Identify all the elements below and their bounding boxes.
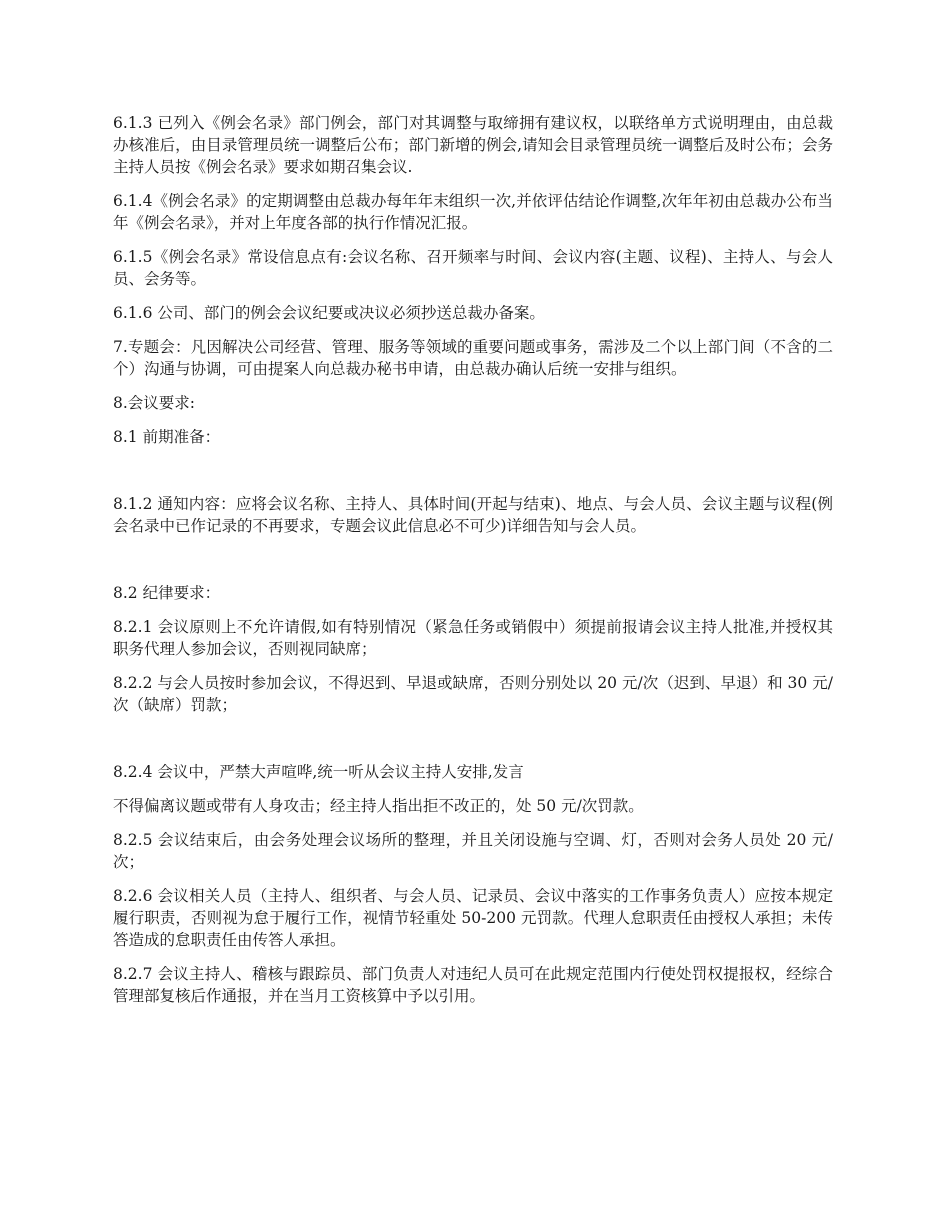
paragraph-6-1-5: 6.1.5《例会名录》常设信息点有:会议名称、召开频率与时间、会议内容(主题、议程)、主持人、与会人员、会务等。 bbox=[113, 248, 833, 288]
paragraph-8-2-4-continued: 不得偏离议题或带有人身攻击；经主持人指出拒不改正的，处 50 元/次罚款。 bbox=[113, 797, 644, 815]
paragraph-6-1-6: 6.1.6 公司、部门的例会会议纪要或决议必须抄送总裁办备案。 bbox=[113, 304, 545, 322]
heading-8: 8.会议要求: bbox=[113, 394, 196, 412]
heading-8-1: 8.1 前期准备： bbox=[113, 428, 221, 446]
blank-space bbox=[113, 728, 833, 761]
document-body bbox=[113, 112, 833, 1019]
paragraph-8-2-4: 8.2.4 会议中，严禁大声喧哗,统一听从会议主持人安排,发言 bbox=[113, 763, 524, 781]
paragraph-6-1-4: 6.1.4《例会名录》的定期调整由总裁办每年年末组织一次,并依评估结论作调整,次年年初由总裁办公布当年《例会名录》，并对上年度各部的执行作情况汇报。 bbox=[113, 192, 833, 232]
paragraph-7: 7.专题会：凡因解决公司经营、管理、服务等领域的重要问题或事务，需涉及二个以上部门间（不含的二个）沟通与协调，可由提案人向总裁办秘书申请，由总裁办确认后统一安排与组织。 bbox=[113, 338, 833, 378]
paragraph-8-2-5: 8.2.5 会议结束后，由会务处理会议场所的整理，并且关闭设施与空调、灯，否则对会务人员处 20 元/次； bbox=[113, 831, 833, 871]
blank-space bbox=[113, 549, 833, 582]
paragraph-8-2-6: 8.2.6 会议相关人员（主持人、组织者、与会人员、记录员、会议中落实的工作事务负责人）应按本规定履行职责，否则视为怠于履行工作，视情节轻重处 50-200 元罚款。代理人怠职责任由授权人承担；未传答造成的怠职责任由传答人承担。 bbox=[113, 887, 833, 949]
paragraph-8-1-2: 8.1.2 通知内容：应将会议名称、主持人、具体时间(开起与结束)、地点、与会人员、会议主题与议程(例会名录中已作记录的不再要求，专题会议此信息必不可少)详细告知与会人员。 bbox=[113, 495, 833, 535]
heading-8-2: 8.2 纪律要求： bbox=[113, 584, 221, 602]
paragraph-6-1-3: 6.1.3 已列入《例会名录》部门例会，部门对其调整与取缔拥有建议权，以联络单方式说明理由，由总裁办核准后，由目录管理员统一调整后公布；部门新增的例会,请知会目录管理员统一调整后及时公布；会务主持人员按《例会名录》要求如期召集会议. bbox=[113, 114, 833, 176]
blank-space bbox=[113, 460, 833, 493]
paragraph-8-2-2: 8.2.2 与会人员按时参加会议，不得迟到、早退或缺席，否则分别处以 20 元/次（迟到、早退）和 30 元/次（缺席）罚款； bbox=[113, 674, 833, 714]
paragraph-8-2-7: 8.2.7 会议主持人、稽核与跟踪员、部门负责人对违纪人员可在此规定范围内行使处罚权提报权，经综合管理部复核后作通报，并在当月工资核算中予以引用。 bbox=[113, 965, 833, 1005]
paragraph-8-2-1: 8.2.1 会议原则上不允许请假,如有特别情况（紧急任务或销假中）须提前报请会议主持人批准,并授权其职务代理人参加会议，否则视同缺席； bbox=[113, 618, 833, 658]
